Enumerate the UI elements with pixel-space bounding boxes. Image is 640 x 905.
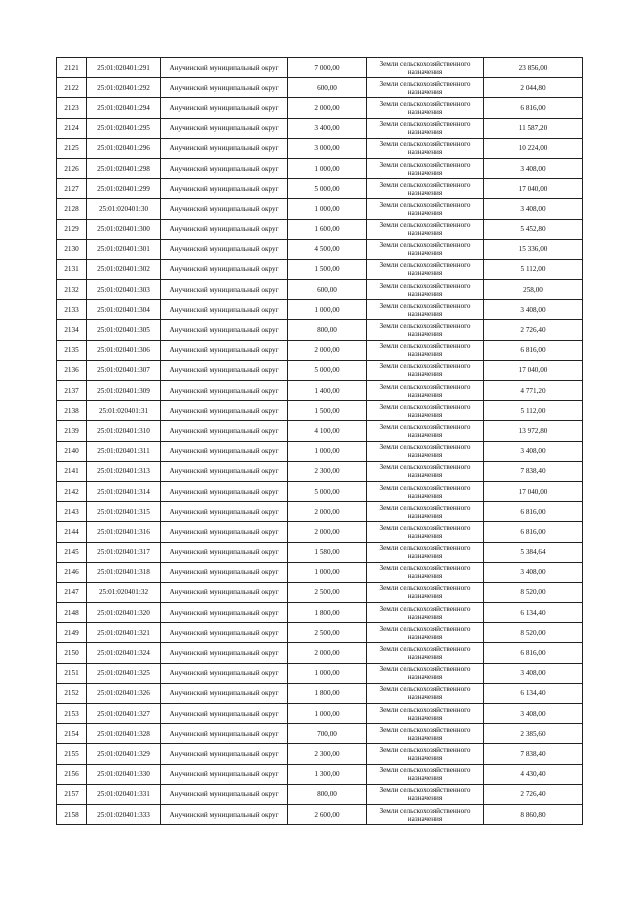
cadastral-number-cell: 25:01:020401:327: [87, 704, 161, 724]
cadastral-value-cell: 3 408,00: [484, 158, 583, 178]
table-row: [57, 421, 583, 441]
area-cell: 3 000,00: [288, 138, 367, 158]
row-number-cell: 2141: [57, 461, 87, 481]
row-number-cell: 2149: [57, 623, 87, 643]
land-category-cell: Земли сельскохозяйственного назначения: [367, 582, 484, 602]
cadastral-value-cell: 6 134,40: [484, 603, 583, 623]
land-plots-table: [56, 57, 583, 825]
area-cell: 1 000,00: [288, 441, 367, 461]
land-category-cell: Земли сельскохозяйственного назначения: [367, 259, 484, 279]
table-row: [57, 643, 583, 663]
cadastral-number-cell: 25:01:020401:320: [87, 603, 161, 623]
row-number-cell: 2140: [57, 441, 87, 461]
cadastral-number-cell: 25:01:020401:291: [87, 58, 161, 78]
land-category-cell: Земли сельскохозяйственного назначения: [367, 158, 484, 178]
municipality-cell: Анучинский муниципальный округ: [161, 663, 288, 683]
row-number-cell: 2138: [57, 401, 87, 421]
row-number-cell: 2121: [57, 58, 87, 78]
land-category-cell: Земли сельскохозяйственного назначения: [367, 663, 484, 683]
cadastral-number-cell: 25:01:020401:311: [87, 441, 161, 461]
cadastral-value-cell: 2 726,40: [484, 784, 583, 804]
area-cell: 1 600,00: [288, 219, 367, 239]
municipality-cell: Анучинский муниципальный округ: [161, 502, 288, 522]
municipality-cell: Анучинский муниципальный округ: [161, 118, 288, 138]
table-row: [57, 744, 583, 764]
cadastral-number-cell: 25:01:020401:313: [87, 461, 161, 481]
municipality-cell: Анучинский муниципальный округ: [161, 461, 288, 481]
row-number-cell: 2137: [57, 381, 87, 401]
cadastral-number-cell: 25:01:020401:298: [87, 158, 161, 178]
cadastral-value-cell: 5 384,64: [484, 542, 583, 562]
municipality-cell: Анучинский муниципальный округ: [161, 562, 288, 582]
cadastral-number-cell: 25:01:020401:329: [87, 744, 161, 764]
municipality-cell: Анучинский муниципальный округ: [161, 804, 288, 824]
land-category-cell: Земли сельскохозяйственного назначения: [367, 239, 484, 259]
municipality-cell: Анучинский муниципальный округ: [161, 360, 288, 380]
row-number-cell: 2131: [57, 259, 87, 279]
municipality-cell: Анучинский муниципальный округ: [161, 582, 288, 602]
cadastral-value-cell: 6 816,00: [484, 643, 583, 663]
land-category-cell: Земли сельскохозяйственного назначения: [367, 542, 484, 562]
row-number-cell: 2127: [57, 179, 87, 199]
land-category-cell: Земли сельскохозяйственного назначения: [367, 199, 484, 219]
cadastral-number-cell: 25:01:020401:32: [87, 582, 161, 602]
table-row: [57, 401, 583, 421]
row-number-cell: 2122: [57, 78, 87, 98]
municipality-cell: Анучинский муниципальный округ: [161, 603, 288, 623]
document-page: [56, 57, 582, 825]
table-row: [57, 724, 583, 744]
municipality-cell: Анучинский муниципальный округ: [161, 421, 288, 441]
land-category-cell: Земли сельскохозяйственного назначения: [367, 360, 484, 380]
row-number-cell: 2132: [57, 280, 87, 300]
row-number-cell: 2154: [57, 724, 87, 744]
cadastral-value-cell: 3 408,00: [484, 704, 583, 724]
table-row: [57, 603, 583, 623]
land-category-cell: Земли сельскохозяйственного назначения: [367, 58, 484, 78]
cadastral-number-cell: 25:01:020401:31: [87, 401, 161, 421]
cadastral-value-cell: 15 336,00: [484, 239, 583, 259]
municipality-cell: Анучинский муниципальный округ: [161, 441, 288, 461]
row-number-cell: 2129: [57, 219, 87, 239]
cadastral-value-cell: 4 771,20: [484, 381, 583, 401]
cadastral-value-cell: 7 838,40: [484, 461, 583, 481]
table-row: [57, 320, 583, 340]
cadastral-number-cell: 25:01:020401:315: [87, 502, 161, 522]
table-row: [57, 623, 583, 643]
area-cell: 1 500,00: [288, 259, 367, 279]
area-cell: 2 000,00: [288, 98, 367, 118]
area-cell: 2 500,00: [288, 623, 367, 643]
municipality-cell: Анучинский муниципальный округ: [161, 98, 288, 118]
land-category-cell: Земли сельскохозяйственного назначения: [367, 421, 484, 441]
table-row: [57, 340, 583, 360]
municipality-cell: Анучинский муниципальный округ: [161, 401, 288, 421]
cadastral-value-cell: 7 838,40: [484, 744, 583, 764]
table-row: [57, 522, 583, 542]
municipality-cell: Анучинский муниципальный округ: [161, 542, 288, 562]
area-cell: 4 500,00: [288, 239, 367, 259]
area-cell: 3 400,00: [288, 118, 367, 138]
row-number-cell: 2153: [57, 704, 87, 724]
area-cell: 1 580,00: [288, 542, 367, 562]
municipality-cell: Анучинский муниципальный округ: [161, 199, 288, 219]
cadastral-number-cell: 25:01:020401:304: [87, 300, 161, 320]
area-cell: 2 000,00: [288, 502, 367, 522]
table-row: [57, 502, 583, 522]
cadastral-value-cell: 8 860,80: [484, 804, 583, 824]
cadastral-value-cell: 5 112,00: [484, 259, 583, 279]
area-cell: 2 000,00: [288, 340, 367, 360]
row-number-cell: 2130: [57, 239, 87, 259]
table-row: [57, 239, 583, 259]
cadastral-value-cell: 3 408,00: [484, 441, 583, 461]
cadastral-number-cell: 25:01:020401:306: [87, 340, 161, 360]
cadastral-number-cell: 25:01:020401:317: [87, 542, 161, 562]
land-category-cell: Земли сельскохозяйственного назначения: [367, 138, 484, 158]
cadastral-number-cell: 25:01:020401:328: [87, 724, 161, 744]
area-cell: 5 000,00: [288, 179, 367, 199]
municipality-cell: Анучинский муниципальный округ: [161, 623, 288, 643]
cadastral-value-cell: 3 408,00: [484, 663, 583, 683]
area-cell: 2 500,00: [288, 582, 367, 602]
cadastral-value-cell: 8 520,00: [484, 582, 583, 602]
table-row: [57, 199, 583, 219]
table-body: [57, 58, 583, 825]
row-number-cell: 2155: [57, 744, 87, 764]
area-cell: 1 300,00: [288, 764, 367, 784]
cadastral-number-cell: 25:01:020401:301: [87, 239, 161, 259]
row-number-cell: 2146: [57, 562, 87, 582]
area-cell: 800,00: [288, 320, 367, 340]
land-category-cell: Земли сельскохозяйственного назначения: [367, 623, 484, 643]
cadastral-value-cell: 17 040,00: [484, 481, 583, 501]
row-number-cell: 2157: [57, 784, 87, 804]
land-category-cell: Земли сельскохозяйственного назначения: [367, 522, 484, 542]
cadastral-value-cell: 2 726,40: [484, 320, 583, 340]
row-number-cell: 2142: [57, 481, 87, 501]
municipality-cell: Анучинский муниципальный округ: [161, 784, 288, 804]
municipality-cell: Анучинский муниципальный округ: [161, 259, 288, 279]
land-category-cell: Земли сельскохозяйственного назначения: [367, 461, 484, 481]
table-row: [57, 300, 583, 320]
area-cell: 1 000,00: [288, 663, 367, 683]
area-cell: 600,00: [288, 280, 367, 300]
area-cell: 2 300,00: [288, 744, 367, 764]
cadastral-value-cell: 3 408,00: [484, 300, 583, 320]
area-cell: 1 800,00: [288, 603, 367, 623]
area-cell: 2 600,00: [288, 804, 367, 824]
cadastral-value-cell: 6 134,40: [484, 683, 583, 703]
table-row: [57, 58, 583, 78]
table-row: [57, 542, 583, 562]
area-cell: 1 000,00: [288, 158, 367, 178]
cadastral-number-cell: 25:01:020401:314: [87, 481, 161, 501]
municipality-cell: Анучинский муниципальный округ: [161, 239, 288, 259]
land-category-cell: Земли сельскохозяйственного назначения: [367, 562, 484, 582]
cadastral-number-cell: 25:01:020401:333: [87, 804, 161, 824]
cadastral-number-cell: 25:01:020401:316: [87, 522, 161, 542]
table-row: [57, 219, 583, 239]
land-category-cell: Земли сельскохозяйственного назначения: [367, 280, 484, 300]
land-category-cell: Земли сельскохозяйственного назначения: [367, 340, 484, 360]
cadastral-number-cell: 25:01:020401:324: [87, 643, 161, 663]
table-row: [57, 179, 583, 199]
land-category-cell: Земли сельскохозяйственного назначения: [367, 78, 484, 98]
cadastral-number-cell: 25:01:020401:325: [87, 663, 161, 683]
area-cell: 4 100,00: [288, 421, 367, 441]
row-number-cell: 2124: [57, 118, 87, 138]
land-category-cell: Земли сельскохозяйственного назначения: [367, 441, 484, 461]
area-cell: 1 500,00: [288, 401, 367, 421]
row-number-cell: 2126: [57, 158, 87, 178]
land-category-cell: Земли сельскохозяйственного назначения: [367, 502, 484, 522]
row-number-cell: 2156: [57, 764, 87, 784]
land-category-cell: Земли сельскохозяйственного назначения: [367, 300, 484, 320]
municipality-cell: Анучинский муниципальный округ: [161, 300, 288, 320]
area-cell: 2 300,00: [288, 461, 367, 481]
table-row: [57, 78, 583, 98]
table-row: [57, 804, 583, 824]
cadastral-number-cell: 25:01:020401:303: [87, 280, 161, 300]
cadastral-value-cell: 13 972,80: [484, 421, 583, 441]
cadastral-value-cell: 6 816,00: [484, 522, 583, 542]
municipality-cell: Анучинский муниципальный округ: [161, 138, 288, 158]
area-cell: 5 000,00: [288, 360, 367, 380]
land-category-cell: Земли сельскохозяйственного назначения: [367, 744, 484, 764]
municipality-cell: Анучинский муниципальный округ: [161, 704, 288, 724]
land-category-cell: Земли сельскохозяйственного назначения: [367, 784, 484, 804]
land-category-cell: Земли сельскохозяйственного назначения: [367, 764, 484, 784]
municipality-cell: Анучинский муниципальный округ: [161, 280, 288, 300]
cadastral-value-cell: 2 044,80: [484, 78, 583, 98]
table-row: [57, 582, 583, 602]
cadastral-value-cell: 5 452,80: [484, 219, 583, 239]
municipality-cell: Анучинский муниципальный округ: [161, 522, 288, 542]
cadastral-number-cell: 25:01:020401:318: [87, 562, 161, 582]
area-cell: 7 000,00: [288, 58, 367, 78]
municipality-cell: Анучинский муниципальный округ: [161, 683, 288, 703]
municipality-cell: Анучинский муниципальный округ: [161, 340, 288, 360]
area-cell: 1 000,00: [288, 300, 367, 320]
cadastral-value-cell: 10 224,00: [484, 138, 583, 158]
land-category-cell: Земли сельскохозяйственного назначения: [367, 481, 484, 501]
row-number-cell: 2139: [57, 421, 87, 441]
land-category-cell: Земли сельскохозяйственного назначения: [367, 704, 484, 724]
row-number-cell: 2158: [57, 804, 87, 824]
cadastral-value-cell: 17 040,00: [484, 179, 583, 199]
cadastral-number-cell: 25:01:020401:294: [87, 98, 161, 118]
table-row: [57, 764, 583, 784]
cadastral-value-cell: 11 587,20: [484, 118, 583, 138]
municipality-cell: Анучинский муниципальный округ: [161, 219, 288, 239]
cadastral-value-cell: 6 816,00: [484, 502, 583, 522]
cadastral-value-cell: 6 816,00: [484, 98, 583, 118]
area-cell: 1 000,00: [288, 704, 367, 724]
municipality-cell: Анучинский муниципальный округ: [161, 158, 288, 178]
cadastral-value-cell: 258,00: [484, 280, 583, 300]
area-cell: 1 000,00: [288, 199, 367, 219]
cadastral-value-cell: 5 112,00: [484, 401, 583, 421]
land-category-cell: Земли сельскохозяйственного назначения: [367, 643, 484, 663]
municipality-cell: Анучинский муниципальный округ: [161, 320, 288, 340]
municipality-cell: Анучинский муниципальный округ: [161, 179, 288, 199]
municipality-cell: Анучинский муниципальный округ: [161, 724, 288, 744]
cadastral-number-cell: 25:01:020401:309: [87, 381, 161, 401]
row-number-cell: 2152: [57, 683, 87, 703]
cadastral-number-cell: 25:01:020401:292: [87, 78, 161, 98]
cadastral-number-cell: 25:01:020401:299: [87, 179, 161, 199]
cadastral-number-cell: 25:01:020401:331: [87, 784, 161, 804]
row-number-cell: 2134: [57, 320, 87, 340]
row-number-cell: 2145: [57, 542, 87, 562]
cadastral-value-cell: 8 520,00: [484, 623, 583, 643]
table-row: [57, 704, 583, 724]
land-category-cell: Земли сельскохозяйственного назначения: [367, 683, 484, 703]
table-row: [57, 158, 583, 178]
area-cell: 2 000,00: [288, 522, 367, 542]
cadastral-number-cell: 25:01:020401:321: [87, 623, 161, 643]
land-category-cell: Земли сельскохозяйственного назначения: [367, 724, 484, 744]
cadastral-number-cell: 25:01:020401:296: [87, 138, 161, 158]
row-number-cell: 2136: [57, 360, 87, 380]
land-category-cell: Земли сельскохозяйственного назначения: [367, 118, 484, 138]
table-row: [57, 360, 583, 380]
land-category-cell: Земли сельскохозяйственного назначения: [367, 98, 484, 118]
land-category-cell: Земли сельскохозяйственного назначения: [367, 219, 484, 239]
cadastral-value-cell: 3 408,00: [484, 562, 583, 582]
cadastral-number-cell: 25:01:020401:30: [87, 199, 161, 219]
cadastral-number-cell: 25:01:020401:295: [87, 118, 161, 138]
cadastral-value-cell: 2 385,60: [484, 724, 583, 744]
cadastral-value-cell: 23 856,00: [484, 58, 583, 78]
table-row: [57, 98, 583, 118]
cadastral-number-cell: 25:01:020401:326: [87, 683, 161, 703]
area-cell: 600,00: [288, 78, 367, 98]
area-cell: 800,00: [288, 784, 367, 804]
land-category-cell: Земли сельскохозяйственного назначения: [367, 381, 484, 401]
area-cell: 1 000,00: [288, 562, 367, 582]
cadastral-value-cell: 4 430,40: [484, 764, 583, 784]
row-number-cell: 2147: [57, 582, 87, 602]
land-category-cell: Земли сельскохозяйственного назначения: [367, 804, 484, 824]
cadastral-number-cell: 25:01:020401:330: [87, 764, 161, 784]
table-row: [57, 441, 583, 461]
municipality-cell: Анучинский муниципальный округ: [161, 58, 288, 78]
row-number-cell: 2150: [57, 643, 87, 663]
row-number-cell: 2143: [57, 502, 87, 522]
row-number-cell: 2133: [57, 300, 87, 320]
table-row: [57, 683, 583, 703]
cadastral-number-cell: 25:01:020401:310: [87, 421, 161, 441]
municipality-cell: Анучинский муниципальный округ: [161, 381, 288, 401]
row-number-cell: 2151: [57, 663, 87, 683]
table-row: [57, 784, 583, 804]
land-category-cell: Земли сельскохозяйственного назначения: [367, 320, 484, 340]
table-row: [57, 259, 583, 279]
area-cell: 1 400,00: [288, 381, 367, 401]
area-cell: 2 000,00: [288, 643, 367, 663]
table-row: [57, 663, 583, 683]
area-cell: 700,00: [288, 724, 367, 744]
land-category-cell: Земли сельскохозяйственного назначения: [367, 401, 484, 421]
table-row: [57, 562, 583, 582]
municipality-cell: Анучинский муниципальный округ: [161, 481, 288, 501]
municipality-cell: Анучинский муниципальный округ: [161, 78, 288, 98]
row-number-cell: 2123: [57, 98, 87, 118]
cadastral-value-cell: 17 040,00: [484, 360, 583, 380]
cadastral-number-cell: 25:01:020401:302: [87, 259, 161, 279]
row-number-cell: 2144: [57, 522, 87, 542]
land-category-cell: Земли сельскохозяйственного назначения: [367, 179, 484, 199]
cadastral-number-cell: 25:01:020401:307: [87, 360, 161, 380]
cadastral-value-cell: 3 408,00: [484, 199, 583, 219]
row-number-cell: 2125: [57, 138, 87, 158]
table-row: [57, 381, 583, 401]
area-cell: 1 800,00: [288, 683, 367, 703]
municipality-cell: Анучинский муниципальный округ: [161, 764, 288, 784]
cadastral-number-cell: 25:01:020401:305: [87, 320, 161, 340]
table-row: [57, 481, 583, 501]
municipality-cell: Анучинский муниципальный округ: [161, 744, 288, 764]
table-row: [57, 118, 583, 138]
table-row: [57, 461, 583, 481]
table-row: [57, 280, 583, 300]
row-number-cell: 2148: [57, 603, 87, 623]
area-cell: 5 000,00: [288, 481, 367, 501]
cadastral-value-cell: 6 816,00: [484, 340, 583, 360]
cadastral-number-cell: 25:01:020401:300: [87, 219, 161, 239]
municipality-cell: Анучинский муниципальный округ: [161, 643, 288, 663]
table-row: [57, 138, 583, 158]
row-number-cell: 2135: [57, 340, 87, 360]
land-category-cell: Земли сельскохозяйственного назначения: [367, 603, 484, 623]
row-number-cell: 2128: [57, 199, 87, 219]
